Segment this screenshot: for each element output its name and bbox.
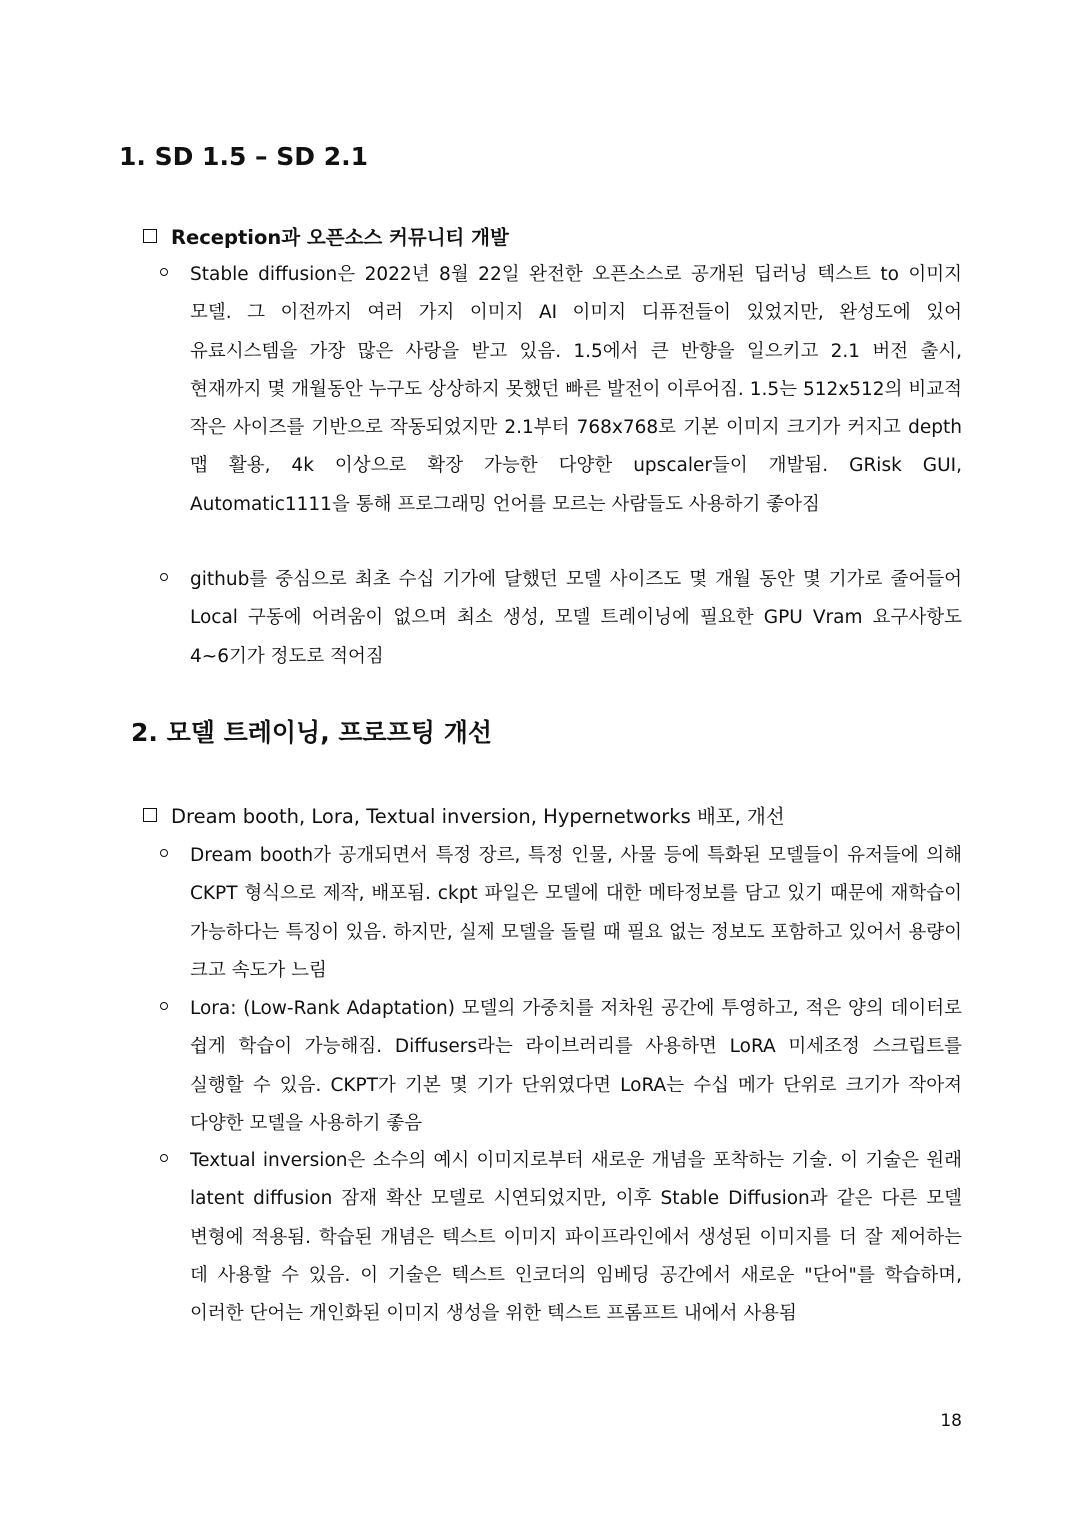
section-2-subheading xyxy=(143,801,785,829)
bullet-text: github를 중심으로 최초 수십 기가에 달했던 모델 사이즈도 몇 개월 동안 몇 기가로 줄어들어 Local 구동에 어려움이 없으며 최소 생성, 모델 트레이닝에 필요한 GPU Vram 요구사항도 4~6기가 정도로 적어짐 xyxy=(190,569,962,667)
circle-bullet-icon xyxy=(160,1002,168,1010)
checkbox-square-icon xyxy=(143,229,157,243)
bullet-text: Stable diffusion은 2022년 8월 22일 완전한 오픈소스로 공개된 딥러닝 텍스트 to 이미지 모델. 그 이전까지 여러 가지 이미지 AI 이미지 디퓨전들이 있었지만, 완성도에 있어 유료시스템을 가장 많은 사랑을 받고 있음. 1.5에서 큰 반향을 일으키고 2.1 버전 출시, 현재까지 몇 개월동안 누구도 상상하지 못했던 빠른 발전이 이루어짐. 1.5는 512x512의 비교적 작은 사이즈를 기반으로 작동되었지만 2.1부터 768x768로 기본 이미지 크기가 커지고 depth 맵 활용, 4k 이상으로 확장 가능한 다양한 upscaler들이 개발됨. GRisk GUI, Automatic1111을 통해 프로그래밍 언어를 모르는 사람들도 사용하기 좋아짐 xyxy=(190,264,962,515)
section-2-heading: 2. 모델 트레이닝, 프로프팅 개선 xyxy=(131,718,493,747)
checkbox-square-icon xyxy=(143,808,157,822)
list-item xyxy=(160,837,962,990)
bullet-text: Lora: (Low-Rank Adaptation) 모델의 가중치를 저차원 공간에 투영하고, 적은 양의 데이터로 쉽게 학습이 가능해짐. Diffusers라는 라이브러리를 사용하면 LoRA 미세조정 스크립트를 실행할 수 있음. CKPT가 기본 몇 기가 단위였다면 LoRA는 수십 메가 단위로 크기가 작아져 다양한 모델을 사용하기 좋음 xyxy=(190,998,962,1134)
section-1-subheading-text: Reception과 오픈소스 커뮤니티 개발 xyxy=(171,226,509,249)
bullet-text: Dream booth가 공개되면서 특정 장르, 특정 인물, 사물 등에 특화된 모델들이 유저들에 의해 CKPT 형식으로 제작, 배포됨. ckpt 파일은 모델에 대한 메타정보를 담고 있기 때문에 재학습이 가능하다는 특징이 있음. 하지만, 실제 모델을 돌릴 때 필요 없는 정보도 포함하고 있어서 용량이 크고 속도가 느림 xyxy=(190,845,962,981)
page-number: 18 xyxy=(940,1411,962,1431)
list-item xyxy=(160,561,962,676)
section-2-subheading-text: Dream booth, Lora, Textual inversion, Hypernetworks 배포, 개선 xyxy=(171,805,785,828)
section-1-heading: 1. SD 1.5 – SD 2.1 xyxy=(119,142,368,171)
circle-bullet-icon xyxy=(160,1154,168,1162)
section-1-subheading xyxy=(143,222,509,250)
circle-bullet-icon xyxy=(160,573,168,581)
circle-bullet-icon xyxy=(160,268,168,276)
list-item xyxy=(160,1142,962,1333)
list-item xyxy=(160,990,962,1143)
bullet-text: Textual inversion은 소수의 예시 이미지로부터 새로운 개념을 포착하는 기술. 이 기술은 원래 latent diffusion 잠재 확산 모델로 시연되었지만, 이후 Stable Diffusion과 같은 다른 모델 변형에 적용됨. 학습된 개념은 텍스트 이미지 파이프라인에서 생성된 이미지를 더 잘 제어하는 데 사용할 수 있음. 이 기술은 텍스트 인코더의 임베딩 공간에서 새로운 "단어"를 학습하며, 이러한 단어는 개인화된 이미지 생성을 위한 텍스트 프롬프트 내에서 사용됨 xyxy=(190,1150,962,1325)
list-item xyxy=(160,256,962,524)
circle-bullet-icon xyxy=(160,849,168,857)
